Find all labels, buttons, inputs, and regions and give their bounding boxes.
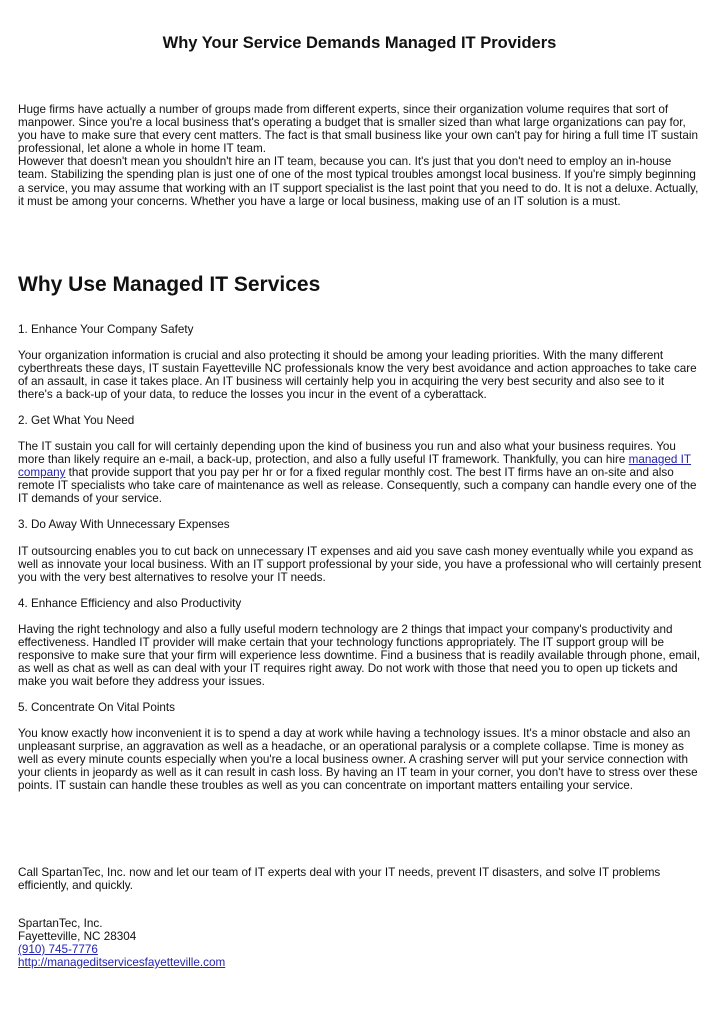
section-heading: Why Use Managed IT Services <box>18 273 321 296</box>
managed-it-company-link[interactable]: managed IT company <box>18 453 692 480</box>
item-2-text-after: that provide support that you pay per hr or for a fixed regular monthly cost. The best IT firms have an on-site and also remote IT specialists who take care of maintenance as well as release. Consequently, such a company can handle every one of the IT demands of your service. <box>18 466 697 506</box>
intro-section <box>18 103 702 208</box>
item-4-heading: 4. Enhance Efficiency and also Productivity <box>18 597 242 610</box>
item-3-heading: 3. Do Away With Unnecessary Expenses <box>18 518 230 531</box>
intro-paragraph-2: However that doesn't mean you shouldn't hire an IT team, because you can. It's just that you don't need to employ an in-house team. Stabilizing the spending plan is just one of one of the most typical troubles amongst local business. If you're simply beginning a service, you may assume that working with an IT support specialist is the last point that you need to do. It is not a deluxe. Actually, it must be among your concerns. Whether you have a large or local business, making use of an IT solution is a must. <box>18 155 699 208</box>
item-5-body <box>18 727 702 792</box>
phone-link[interactable]: (910) 745-7776 <box>18 943 98 956</box>
item-1-heading: 1. Enhance Your Company Safety <box>18 323 194 336</box>
contact-name: SpartanTec, Inc. <box>18 917 103 930</box>
item-2-heading: 2. Get What You Need <box>18 414 135 427</box>
item-3-body <box>18 545 702 584</box>
cta-text: Call SpartanTec, Inc. now and let our team of IT experts deal with your IT needs, prevent IT disasters, and solve IT problems efficiently, and quickly. <box>18 866 661 893</box>
contact-phone-line <box>18 943 98 956</box>
item-4-paragraph: Having the right technology and also a fully useful modern technology are 2 things that impact your company's productivity and effectiveness. Handled IT provider will make certain that your technology functions appropriately. The IT support group will be responsive to make sure that your firm will experience less downtime. Find a business that is readily available through phone, email, as well as chat as well as can deal with your IT requires right away. Do not work with those that need you to open up tickets and make you wait before they address your issues. <box>18 623 701 689</box>
call-to-action <box>18 866 702 892</box>
item-1-body <box>18 349 702 401</box>
item-2-paragraph <box>18 440 702 505</box>
page-title: Why Your Service Demands Managed IT Providers <box>162 34 557 52</box>
item-5-paragraph: You know exactly how inconvenient it is to spend a day at work while having a technology issues. It's a minor obstacle and also an unpleasant surprise, an aggravation as well as a headache, or an operational paralysis or a complete collapse. Time is money as well as every minute counts especially when you're a local business owner. A crashing server will put your service connection with your clients in jeopardy as well as it can result in cash loss. By having an IT team in your corner, you don't have to stress over these points. IT sustain can handle these troubles as well as you can concentrate on important matters entailing your service. <box>18 727 698 793</box>
item-4-body <box>18 623 702 688</box>
item-2-body <box>18 440 702 505</box>
contact-address: Fayetteville, NC 28304 <box>18 930 137 943</box>
item-2-text-before: The IT sustain you call for will certainly depending upon the kind of business you run and also what your business requires. You more than likely require an e-mail, a back-up, protection, and also a fully useful IT framework. Thankfully, you can hire <box>18 440 676 467</box>
contact-url-line <box>18 956 225 969</box>
item-5-heading: 5. Concentrate On Vital Points <box>18 701 176 714</box>
intro-paragraph-1: Huge firms have actually a number of groups made from different experts, since their organization volume requires that sort of manpower. Since you're a local business that's operating a budget that is smaller sized than what large organizations can pay for, you have to make sure that every cent matters. The fact is that small business like your own can't pay for hiring a full time IT sustain professional, let alone a whole in home IT team. <box>18 103 698 156</box>
item-1-paragraph: Your organization information is crucial and also protecting it should be among your leading priorities. With the many different cyberthreats these days, IT sustain Fayetteville NC professionals know the very best avoidance and action approaches to take care of an assault, in case it takes place. An IT business will certainly help you in acquiring the very best security and also see to it there's a back-up of your data, to reduce the losses you incur in the event of a cyberattack. <box>18 349 697 402</box>
item-3-paragraph: IT outsourcing enables you to cut back on unnecessary IT expenses and aid you save cash money eventually while you expand as well as innovate your local business. With an IT support professional by your side, you have a professional who will certainly present you with the very best alternatives to resolve your IT needs. <box>18 545 702 585</box>
website-link[interactable]: http://manageditservicesfayetteville.com <box>18 956 226 969</box>
